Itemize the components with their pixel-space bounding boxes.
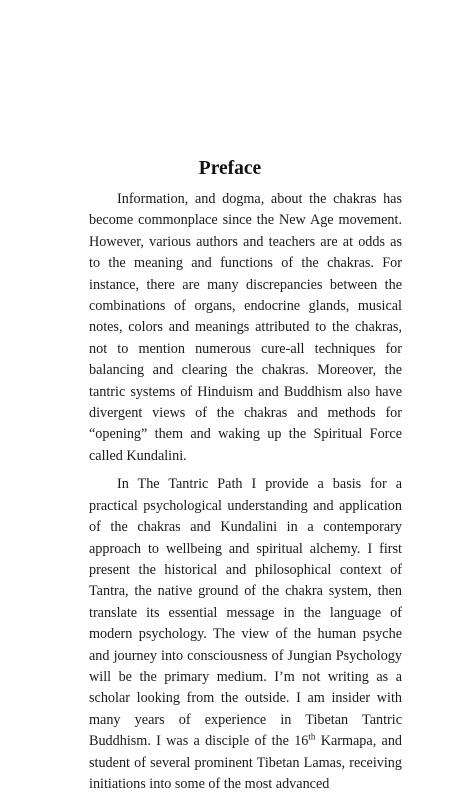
- paragraph-1: Information, and dogma, about the chakras has become commonplace since the New Age movement. However, various authors and teachers are at odds as to the meaning and functions of the chakras. For instance, there are many discrepancies between the combinations of organs, endocrine glands, musical notes, colors and meanings attributed to the chakras, not to mention numerous cure-all techniques for balancing and clearing the chakras. Moreover, the tantric systems of Hinduism and Buddhism also have divergent views of the chakras and methods for “opening” them and waking up the Spiritual Force called Kundalini.: [89, 191, 402, 464]
- paragraph-2-text-b: Karmapa, and student of several prominent Tibetan Lamas, receiving initiations into some of the most advanced: [89, 733, 403, 792]
- preface-body: [89, 189, 402, 795]
- ordinal-suffix: th: [308, 731, 316, 742]
- page-title: Preface: [198, 158, 262, 179]
- paragraph-2-text-a: In The Tantric Path I provide a basis for a practical psychological understanding and application of the chakras and Kundalini in a contemporary approach to wellbeing and spiritual alchemy. I first present the historical and philosophical context of Tantra, the native ground of the chakra system, then translate its essential message in the language of modern psychology. The view of the human psyche and journey into consciousness of Jungian Psychology will be the primary medium. I’m not writing as a scholar looking from the outside. I am insider with many years of experience in Tibetan Tantric Buddhism. I was a disciple of the 16: [89, 476, 402, 750]
- paragraph-2: [89, 474, 402, 795]
